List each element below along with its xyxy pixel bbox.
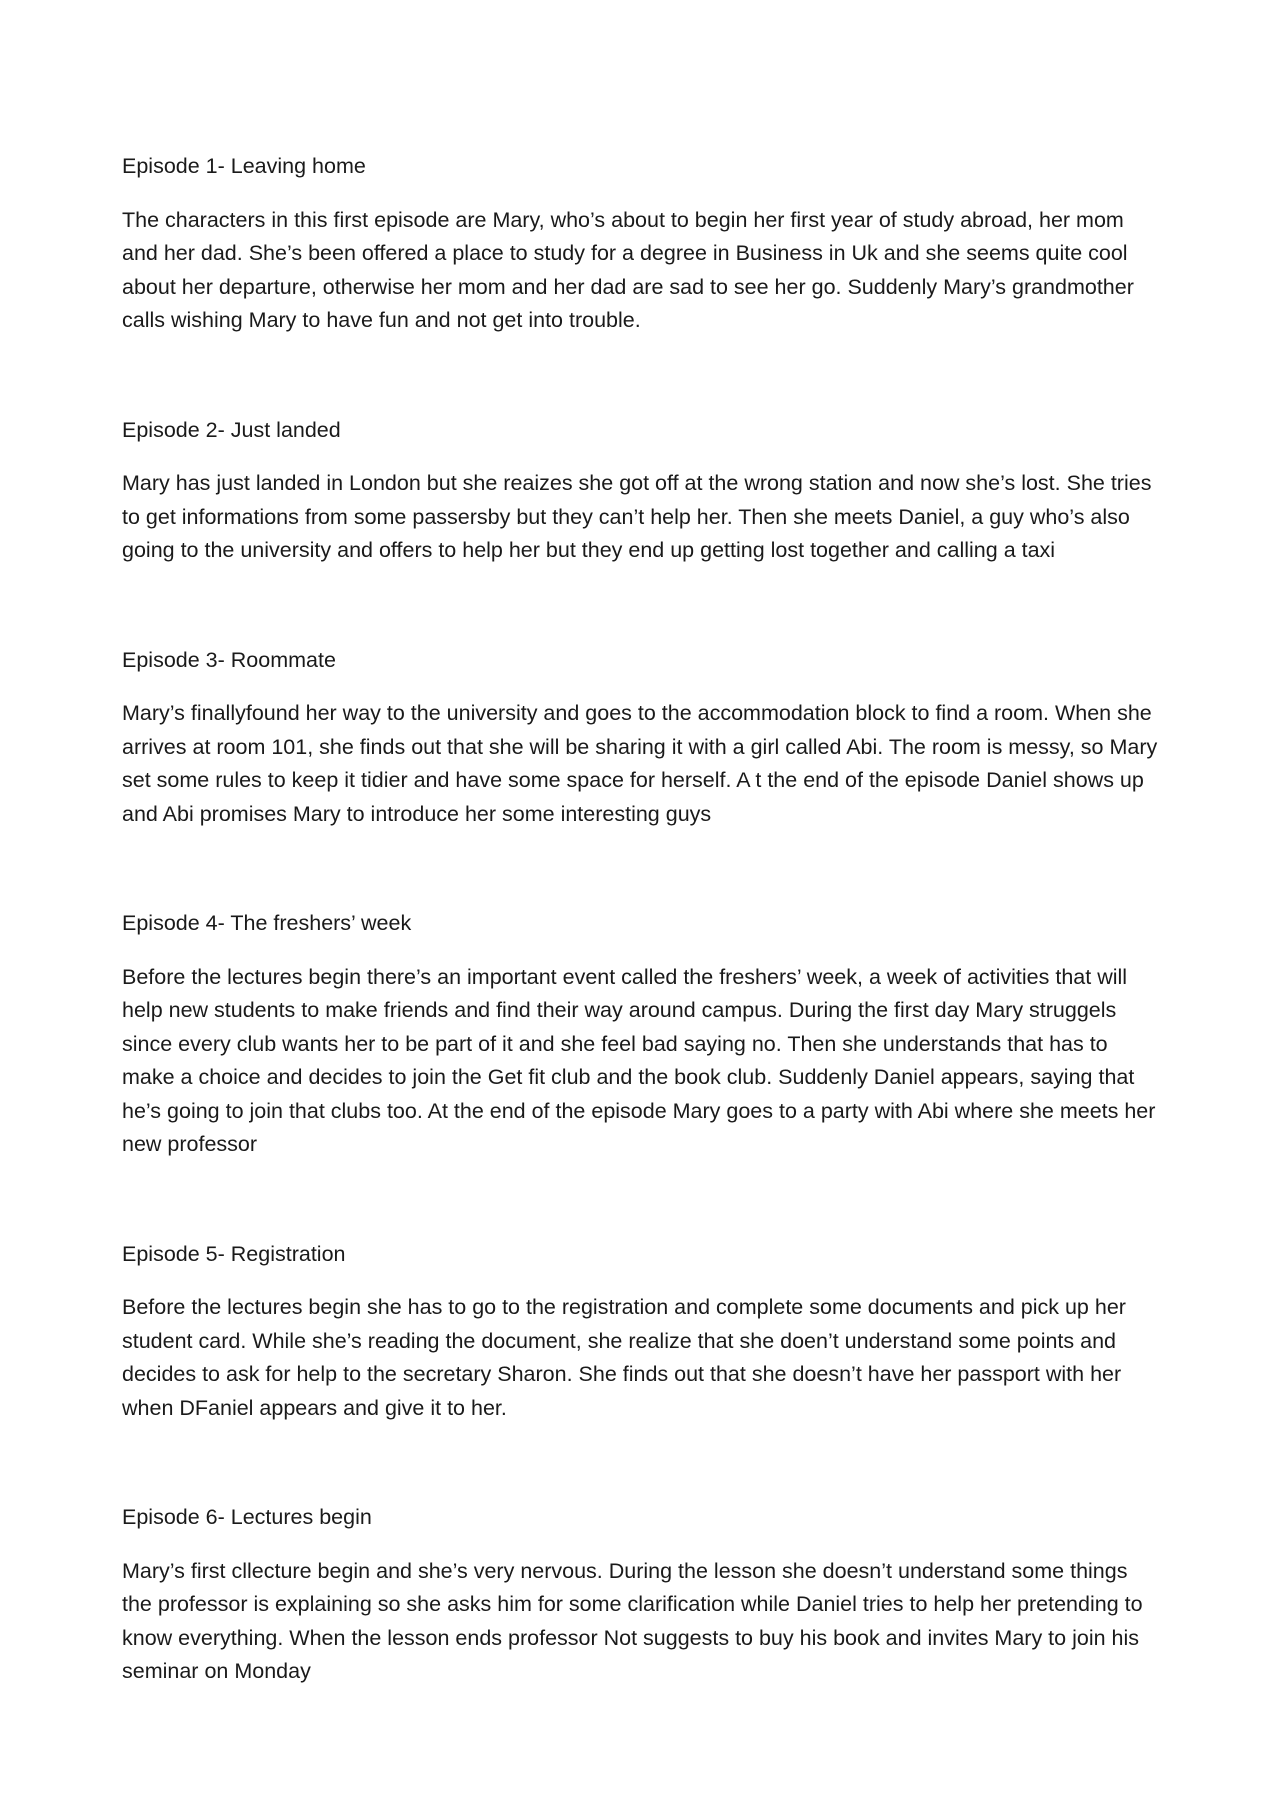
episode-section bbox=[122, 907, 1162, 1162]
document-content bbox=[122, 150, 1162, 1765]
episode-section bbox=[122, 1238, 1162, 1426]
episode-section bbox=[122, 1501, 1162, 1689]
episode-summary: Before the lectures begin there’s an important event called the freshers’ week, a week of activities that will help new students to make friends and find their way around campus. During the first day Mary struggels since every club wants her to be part of it and she feel bad saying no. Then she understands that has to make a choice and decides to join the Get fit club and the book club. Suddenly Daniel appears, saying that he’s going to join that clubs too. At the end of the episode Mary goes to a party with Abi where she meets her new professor bbox=[122, 964, 1156, 1156]
episode-summary: Mary’s first cllecture begin and she’s very nervous. During the lesson she doesn’t understand some things the professor is explaining so she asks him for some clarification while Daniel tries to help her pretending to know everything. When the lesson ends professor Not suggests to buy his book and invites Mary to join his seminar on Monday bbox=[122, 1558, 1143, 1683]
episode-title: Episode 4- The freshers’ week bbox=[122, 911, 412, 935]
episode-summary: The characters in this first episode are Mary, who’s about to begin her first year of study abroad, her mom and her dad. She’s been offered a place to study for a degree in Business in Uk and she seems quite cool about her departure, otherwise her mom and her dad are sad to see her go. Suddenly Mary’s grandmother calls wishing Mary to have fun and not get into trouble. bbox=[122, 207, 1134, 332]
episode-summary: Before the lectures begin she has to go to the registration and complete some documents and pick up her student card. While she’s reading the document, she realize that she doen’t understand some points and decides to ask for help to the secretary Sharon. She finds out that she doesn’t have her passport with her when DFaniel appears and give it to her. bbox=[122, 1295, 1126, 1420]
episode-section bbox=[122, 414, 1162, 568]
episode-section bbox=[122, 644, 1162, 832]
episode-title: Episode 3- Roommate bbox=[122, 647, 336, 672]
episode-section bbox=[122, 150, 1162, 338]
episode-title: Episode 6- Lectures begin bbox=[122, 1505, 372, 1529]
episode-summary: Mary’s finallyfound her way to the university and goes to the accommodation block to find a room. When she arrives at room 101, she finds out that she will be sharing it with a girl called Abi. The room is messy, so Mary set some rules to keep it tidier and have some space for herself. A t the end of the episode Daniel shows up and Abi promises Mary to introduce her some interesting guys bbox=[122, 701, 1158, 826]
episode-summary: Mary has just landed in London but she reaizes she got off at the wrong station and now she’s lost. She tries to get informations from some passersby but they can’t help her. Then she meets Daniel, a guy who’s also going to the university and offers to help her but they end up getting lost together and calling a taxi bbox=[122, 471, 1152, 562]
episode-title: Episode 1- Leaving home bbox=[122, 154, 366, 178]
episode-title: Episode 2- Just landed bbox=[122, 417, 341, 442]
episode-title: Episode 5- Registration bbox=[122, 1241, 346, 1266]
